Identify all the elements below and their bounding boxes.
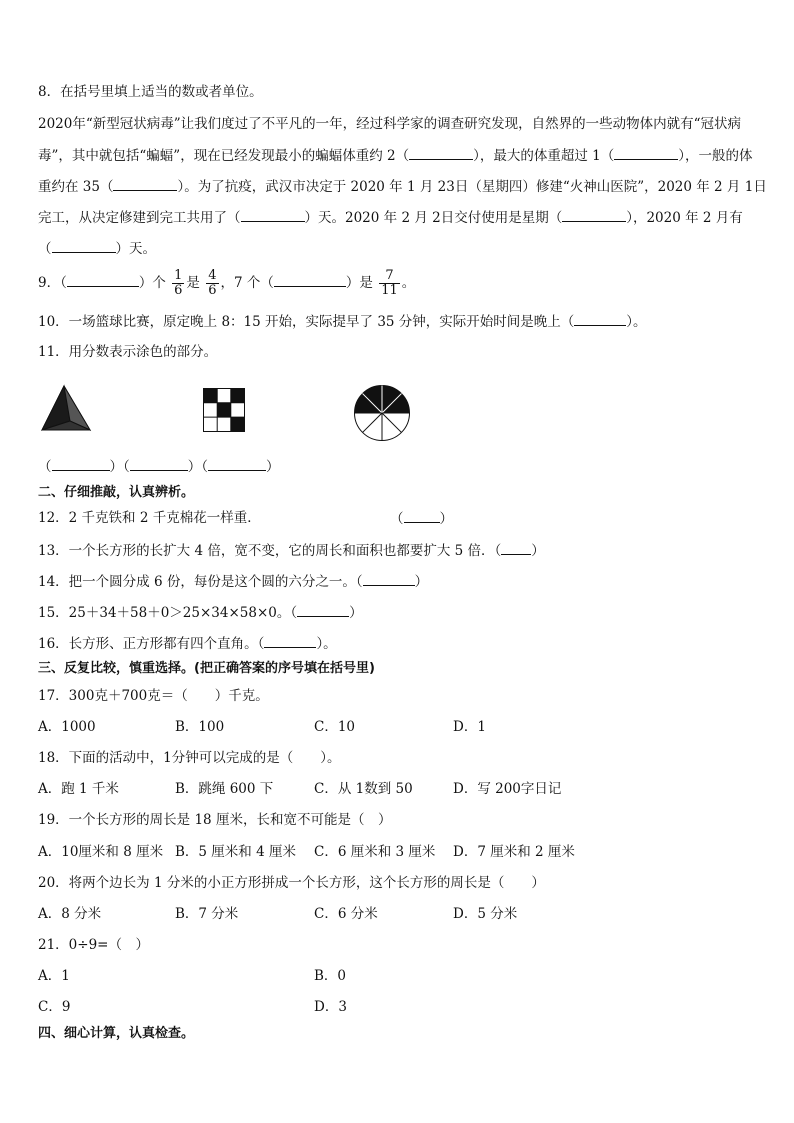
q19-option-a[interactable]: A．10厘米和 8 厘米 [38, 844, 164, 860]
q19-option-d[interactable]: D．7 厘米和 2 厘米 [453, 844, 575, 860]
fraction-7-11: $\frac{7}{11}$ [381, 268, 398, 298]
section-3-heading: 三、反复比较，慎重选择。(把正确答案的序号填在括号里) [38, 661, 375, 676]
q8-line-3: 重约在 35（ ）。为了抗疫，武汉市决定于 2020 年 1 月 23日（星期四）修建“火神山医院”，2020 年 2 月 1日 [38, 176, 767, 197]
answer-blank[interactable] [297, 602, 349, 617]
q11-title: 11．用分数表示涂色的部分。 [38, 344, 218, 360]
answer-blank[interactable] [562, 207, 626, 222]
q8-title: 8．在括号里填上适当的数或者单位。 [38, 84, 263, 100]
answer-blank[interactable] [264, 633, 316, 648]
q8-line-1: 2020年“新型冠状病毒”让我们度过了不平凡的一年，经过科学家的调查研究发现，自然界的一些动物体内就有“冠状病 [38, 116, 742, 132]
q17-option-a[interactable]: A．1000 [38, 719, 96, 735]
q11-answers: （ ）（ ）（ ） [38, 456, 280, 477]
grid-figure [203, 388, 245, 432]
answer-blank[interactable] [52, 238, 116, 253]
fraction-4-6: $\frac{4}{6}$ [208, 268, 217, 298]
q8-line-2: 毒”，其中就包括“蝙蝠”，现在已经发现最小的蝙蝠体重约 2（ ），最大的体重超过 1（ ），一般的体 [38, 145, 752, 166]
q16: 16．长方形、正方形都有四个直角。（ ）。 [38, 633, 337, 654]
answer-blank[interactable] [574, 311, 626, 326]
q17-option-c[interactable]: C．10 [314, 719, 356, 735]
q12-answer: （ ） [390, 508, 453, 529]
q18-option-d[interactable]: D．写 200字日记 [453, 781, 562, 797]
q8-line-5: （ ）天。 [38, 238, 156, 259]
answer-blank[interactable] [241, 207, 305, 222]
answer-blank[interactable] [409, 145, 473, 160]
q18-option-b[interactable]: B．跳绳 600 下 [175, 781, 274, 797]
q14: 14．把一个圆分成 6 份，每份是这个圆的六分之一。（ ） [38, 571, 428, 592]
answer-blank[interactable] [113, 176, 177, 191]
answer-blank[interactable] [208, 456, 266, 471]
q17-option-d[interactable]: D．1 [453, 719, 486, 735]
answer-blank[interactable] [274, 272, 346, 287]
section-4-heading: 四、细心计算，认真检查。 [38, 1026, 195, 1041]
q20-option-a[interactable]: A．8 分米 [38, 906, 102, 922]
answer-blank[interactable] [67, 272, 139, 287]
fraction-1-6: $\frac{1}{6}$ [174, 268, 183, 298]
q17-stem: 17．300克＋700克＝（ ）千克。 [38, 688, 269, 704]
q20-option-b[interactable]: B．7 分米 [175, 906, 239, 922]
q17-option-b[interactable]: B．100 [175, 719, 225, 735]
answer-blank[interactable] [404, 508, 440, 523]
answer-blank[interactable] [501, 540, 531, 555]
q21-option-b[interactable]: B．0 [314, 968, 347, 984]
section-2-heading: 二、仔细推敲，认真辨析。 [38, 485, 195, 500]
q20-stem: 20．将两个边长为 1 分米的小正方形拼成一个长方形，这个长方形的周长是（ ） [38, 875, 545, 891]
q21-option-d[interactable]: D．3 [314, 999, 347, 1015]
answer-blank[interactable] [130, 456, 188, 471]
q8-line-4: 完工，从决定修建到完工共用了（ ）天。2020 年 2 月 2日交付使用是星期（ ），2020 年 2 月有 [38, 207, 743, 228]
q21-option-a[interactable]: A．1 [38, 968, 70, 984]
q20-option-d[interactable]: D．5 分米 [453, 906, 518, 922]
q18-stem: 18．下面的活动中，1分钟可以完成的是（ ）。 [38, 750, 341, 766]
q9: 9．（ ）个 $\frac{1}{6}$ 是 $\frac{4}{6}$ ，7 个（ ）是 $\frac{7}{11}$ 。 [38, 268, 416, 298]
answer-blank[interactable] [614, 145, 678, 160]
answer-blank[interactable] [52, 456, 110, 471]
q12: 12．2 千克铁和 2 千克棉花一样重． [38, 510, 261, 526]
q19-option-b[interactable]: B．5 厘米和 4 厘米 [175, 844, 296, 860]
q10: 10．一场篮球比赛，原定晚上 8：15 开始，实际提早了 35 分钟，实际开始时间是晚上（ ）。 [38, 311, 647, 332]
q19-option-c[interactable]: C．6 厘米和 3 厘米 [314, 844, 436, 860]
triangle-figure [40, 384, 92, 432]
answer-blank[interactable] [363, 571, 415, 586]
q21-stem: 21．0÷9=（ ） [38, 937, 149, 953]
q15: 15．25＋34＋58＋0＞25×34×58×0。（ ） [38, 602, 363, 623]
q20-option-c[interactable]: C．6 分米 [314, 906, 378, 922]
circle-figure [353, 384, 411, 442]
q21-option-c[interactable]: C．9 [38, 999, 71, 1015]
q18-option-a[interactable]: A．跑 1 千米 [38, 781, 119, 797]
q13: 13．一个长方形的长扩大 4 倍，宽不变，它的周长和面积也都要扩大 5 倍．（ ） [38, 540, 545, 561]
q19-stem: 19．一个长方形的周长是 18 厘米，长和宽不可能是（ ） [38, 812, 392, 828]
q18-option-c[interactable]: C．从 1数到 50 [314, 781, 413, 797]
